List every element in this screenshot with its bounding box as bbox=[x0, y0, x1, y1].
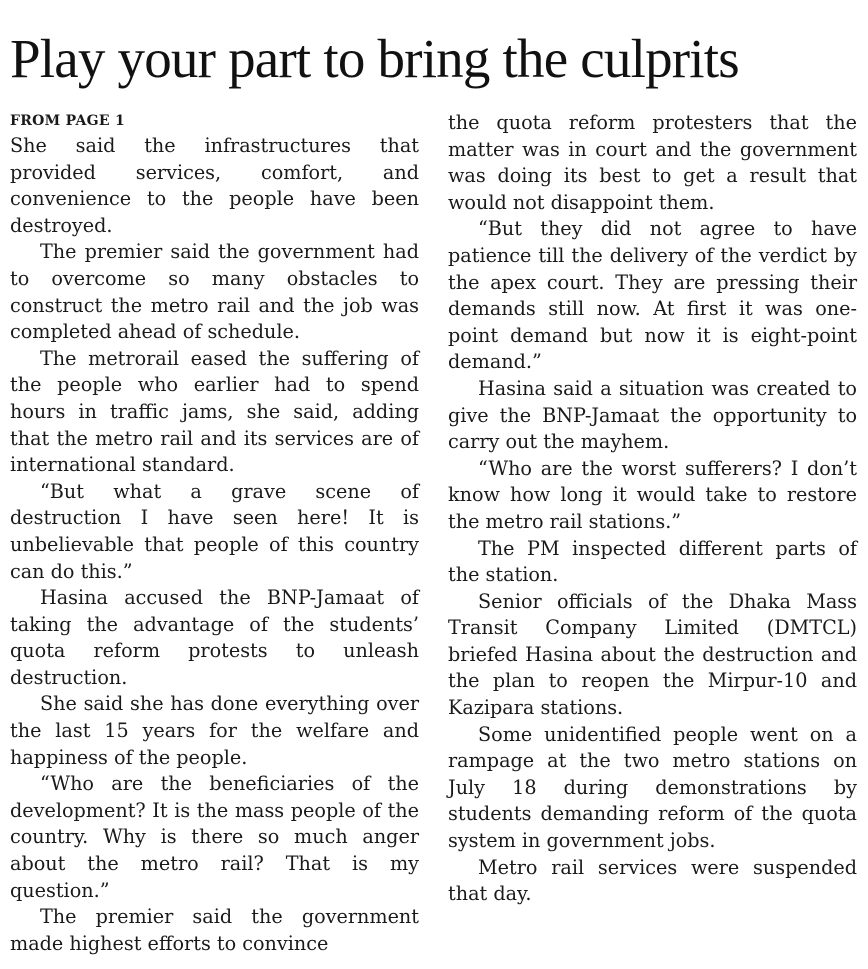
dateline: FROM PAGE 1 bbox=[10, 113, 126, 129]
paragraph: She said the infrastructures that provided services, comfort, and convenience to the people have been destroyed. bbox=[10, 134, 419, 237]
paragraph: Hasina accused the BNP-Jamaat of taking the advantage of the students’ quota reform protests to unleash destruction. bbox=[10, 586, 419, 689]
paragraph: “Who are the worst sufferers? I don’t know how long it would take to restore the metro rail stations.” bbox=[448, 456, 857, 533]
paragraph: “But what a grave scene of destruction I have seen here! It is unbelievable that people of this country can do this.” bbox=[10, 479, 419, 583]
paragraph: Senior officials of the Dhaka Mass Transit Company Limited (DMTCL) briefed Hasina about the destruction and the plan to reopen the Mirpur-10 and Kazipara stations. bbox=[448, 589, 857, 720]
paragraph: The premier said the government made highest efforts to convince bbox=[10, 905, 419, 955]
paragraph: “Who are the beneficiaries of the development? It is the mass people of the country. Why is there so much anger about the metro rail? That is my question.” bbox=[10, 772, 419, 902]
paragraph: Hasina said a situation was created to give the BNP-Jamaat the opportunity to carry out the mayhem. bbox=[448, 376, 857, 454]
paragraph: the quota reform protesters that the matter was in court and the government was doing its best to get a result that would not disappoint them. bbox=[448, 111, 857, 214]
headline: Play your part to bring the culprits bbox=[10, 28, 739, 89]
paragraph: The PM inspected different parts of the station. bbox=[448, 536, 857, 587]
paragraph: Some unidentified people went on a rampage at the two metro stations on July 18 during demonstrations by students demanding reform of the quota system in government jobs. bbox=[448, 722, 857, 853]
paragraph: Metro rail services were suspended that day. bbox=[448, 855, 857, 906]
article-column-right bbox=[448, 110, 857, 908]
paragraph: She said she has done everything over the last 15 years for the welfare and happiness of the people. bbox=[10, 692, 419, 769]
paragraph: “But they did not agree to have patience till the delivery of the verdict by the apex court. They are pressing their demands still now. At first it was one-point demand but now it is eight-point demand.” bbox=[448, 217, 857, 374]
article-column-left bbox=[10, 110, 419, 957]
paragraph: The metrorail eased the suffering of the people who earlier had to spend hours in traffic jams, she said, adding that the metro rail and its services are of international standard. bbox=[10, 346, 419, 477]
paragraph: The premier said the government had to overcome so many obstacles to construct the metro rail and the job was completed ahead of schedule. bbox=[10, 240, 419, 344]
